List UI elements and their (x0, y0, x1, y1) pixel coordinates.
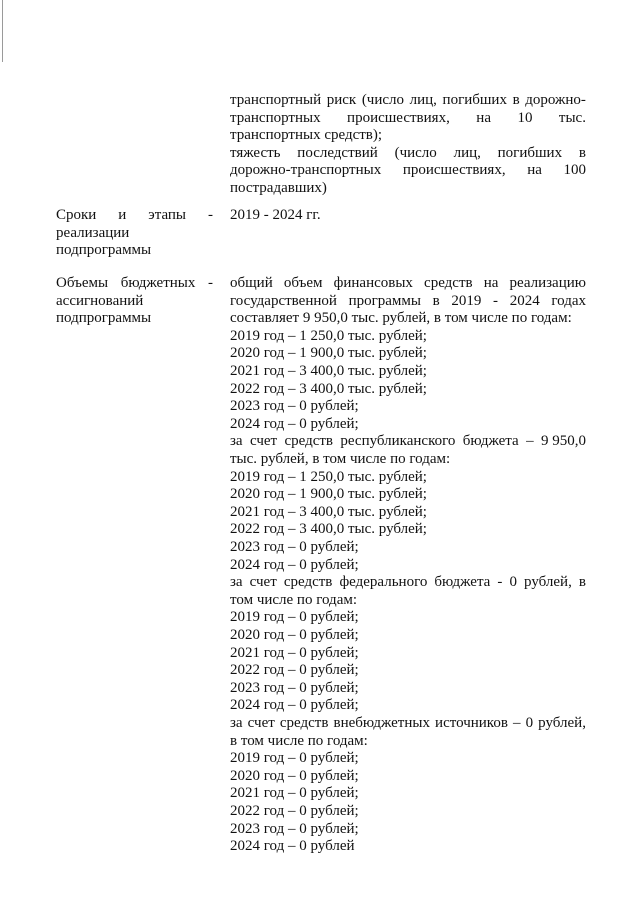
value-text-line: 2020 год – 1 900,0 тыс. рублей; (230, 345, 427, 362)
continuation-text-line (230, 110, 586, 127)
word: на (476, 109, 491, 126)
word: за (230, 574, 243, 591)
word: средств (279, 715, 329, 731)
word: внебюджетных (333, 715, 430, 731)
word: источников (435, 715, 508, 731)
word: (число (361, 92, 405, 108)
word: этапы (148, 207, 187, 223)
word: средств (424, 275, 473, 291)
label-text-line: подпрограммы (56, 310, 152, 327)
word: - (207, 207, 213, 223)
word: - (208, 275, 213, 291)
value-text-line: 2024 год – 0 рублей (230, 838, 355, 855)
word: счет (249, 433, 278, 450)
word: бюджета (462, 433, 519, 450)
word: лиц, (409, 92, 437, 108)
continuation-text-line: пострадавших) (230, 180, 327, 196)
value-text-line: 2021 год – 3 400,0 тыс. рублей; (230, 363, 427, 379)
word: лиц, (453, 144, 481, 161)
value-text-line: 2021 год – 3 400,0 тыс. рублей; (230, 503, 427, 520)
value-text-line: 2019 - 2024 гг. (230, 207, 321, 223)
word: реализацию (509, 275, 586, 291)
word: и (118, 207, 127, 223)
word: 100 (563, 162, 586, 179)
value-text-line: 2023 год – 0 рублей; (230, 679, 359, 696)
value-text-line (230, 433, 586, 450)
word: 10 (517, 109, 533, 126)
value-text-line: тыс. рублей, в том числе по годам: (230, 451, 451, 467)
word: 9 950,0 (540, 433, 586, 450)
word: транспортный (230, 92, 322, 108)
word: финансовых (333, 275, 413, 291)
word: рублей, (524, 574, 572, 591)
word: (число (394, 144, 437, 161)
word: – (526, 433, 534, 450)
word: в (512, 92, 520, 108)
word: 2019 (451, 292, 482, 309)
value-text-line: 2019 год – 1 250,0 тыс. рублей; (230, 327, 427, 344)
word: последствий (297, 144, 378, 161)
word: за (230, 715, 243, 731)
word: 0 (525, 715, 534, 731)
value-text-line: 2022 год – 3 400,0 тыс. рублей; (230, 380, 427, 397)
word: за (230, 433, 243, 450)
word: дорожно-транспортных (230, 162, 382, 179)
word: тыс. (558, 109, 586, 126)
value-text-line: 2022 год – 0 рублей; (230, 662, 359, 679)
word: в (578, 574, 586, 591)
value-text-line: 2024 год – 0 рублей; (230, 697, 359, 714)
word: 0 (509, 574, 517, 591)
value-text-line: 2019 год – 0 рублей; (230, 750, 359, 767)
word: Сроки (56, 207, 97, 223)
continuation-text-line (230, 162, 586, 179)
word: риск (326, 92, 357, 108)
word: 2024 (509, 292, 540, 309)
value-text-line: 2022 год – 0 рублей; (230, 803, 359, 819)
word: средств (284, 433, 334, 450)
word: программы (348, 292, 421, 309)
word: рублей, (538, 715, 586, 731)
value-text-line (230, 275, 586, 292)
scan-edge-line (2, 0, 3, 62)
word: тяжесть (230, 144, 281, 161)
word: федерального (339, 574, 428, 591)
value-text-line: в том числе по годам: (230, 732, 368, 749)
word: республиканского (340, 433, 456, 450)
value-text-line: 2020 год – 0 рублей; (230, 767, 359, 784)
word: в (578, 144, 586, 161)
word: дорожно- (525, 92, 586, 108)
value-text-line: 2024 год – 0 рублей; (230, 415, 359, 432)
word: средств (283, 574, 333, 591)
label-text-line (56, 275, 213, 292)
word: государственной (230, 292, 337, 309)
value-text-line: 2023 год – 0 рублей; (230, 539, 359, 555)
value-text-line: 2023 год – 0 рублей; (230, 398, 359, 415)
word: счет (247, 715, 275, 731)
value-text-line: 2020 год – 0 рублей; (230, 627, 359, 643)
word: объем (283, 275, 323, 291)
continuation-text-line: транспортных средств); (230, 127, 383, 144)
value-text-line: 2022 год – 3 400,0 тыс. рублей; (230, 521, 427, 538)
word: погибших (497, 144, 563, 161)
word: - (493, 292, 499, 309)
value-text-line: составляет 9 950,0 тыс. рублей, в том числе по годам: (230, 310, 572, 327)
value-text-line (230, 293, 586, 310)
label-text-line (56, 207, 213, 224)
word: годах (551, 292, 586, 309)
word: Объемы (56, 275, 109, 291)
word: общий (230, 275, 273, 291)
word: происшествиях, (402, 162, 506, 179)
value-text-line: 2023 год – 0 рублей; (230, 820, 359, 837)
value-text-line (230, 715, 586, 732)
value-text-line: 2019 год – 1 250,0 тыс. рублей; (230, 468, 427, 485)
word: транспортных (230, 109, 321, 126)
continuation-text-line (230, 92, 586, 109)
continuation-text-line (230, 145, 586, 162)
label-text-line: реализации (56, 224, 130, 241)
word: в (432, 292, 440, 309)
word: - (497, 574, 503, 591)
value-text-line (230, 574, 586, 591)
value-text-line: 2019 год – 0 рублей; (230, 609, 359, 626)
value-text-line: 2021 год – 0 рублей; (230, 785, 359, 802)
value-text-line: 2020 год – 1 900,0 тыс. рублей; (230, 486, 427, 503)
word: – (513, 715, 521, 731)
word: бюджета (434, 574, 491, 591)
word: бюджетных (120, 275, 196, 291)
value-text-line: 2024 год – 0 рублей; (230, 556, 359, 573)
value-text-line: 2021 год – 0 рублей; (230, 644, 359, 661)
word: на (527, 162, 542, 179)
word: погибших (442, 92, 507, 108)
value-text-line: том числе по годам: (230, 591, 358, 608)
word: счет (249, 574, 277, 591)
word: на (483, 275, 499, 291)
label-text-line: ассигнований (56, 292, 144, 309)
label-text-line: подпрограммы (56, 242, 152, 259)
word: происшествиях, (347, 109, 450, 126)
